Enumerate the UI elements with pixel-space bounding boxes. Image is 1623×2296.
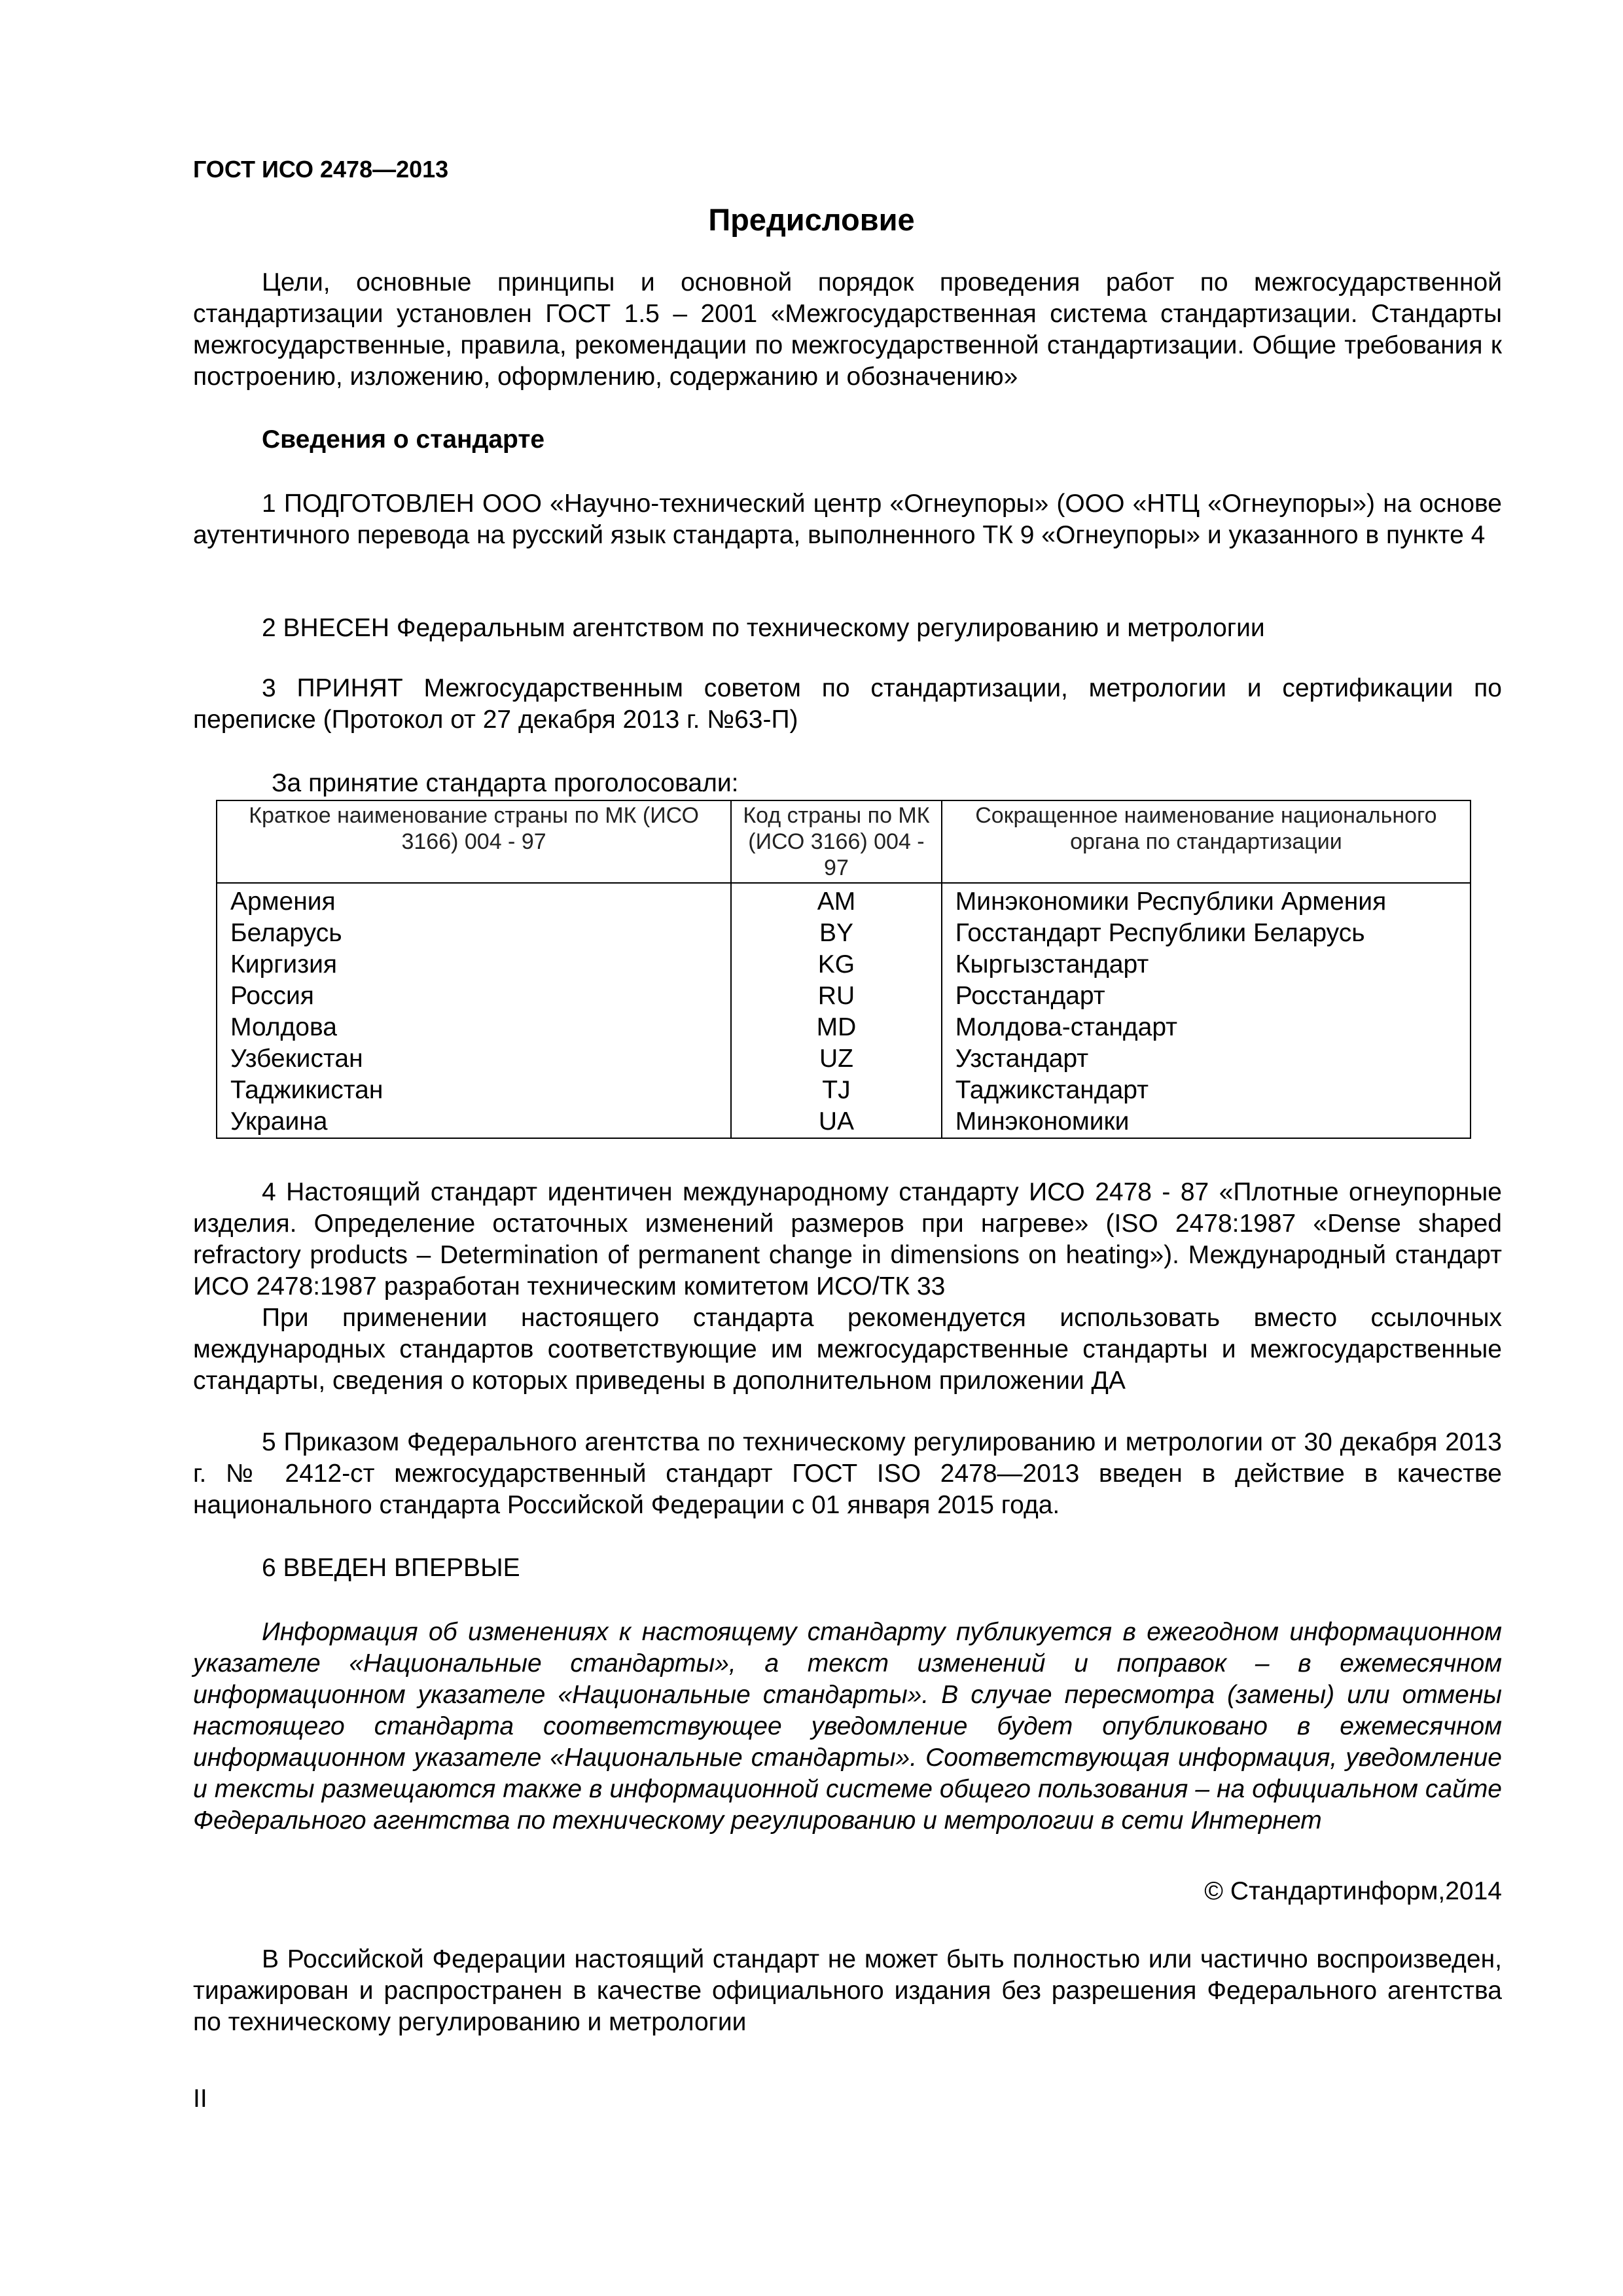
item-4-identity: 4 Настоящий стандарт идентичен международному стандарту ИСО 2478 - 87 «Плотные огнеупорные изделия. Определение остаточных изменений размеров при нагреве» (ISO 2478:1987 «Dense shaped refractory products – Determination of permanent change in dimensions on heating»). Международный стандарт ИСО 2478:1987 разработан техническим комитетом ИСО/ТК 33 <box>193 1178 1502 1300</box>
country-name: Украина <box>217 1106 731 1138</box>
standards-body: Молдова-стандарт <box>942 1012 1471 1043</box>
header-country-name: Краткое наименование страны по МК (ИСО 3166) 004 - 97 <box>217 800 731 883</box>
item-3-adopted: 3 ПРИНЯТ Межгосударственным советом по стандартизации, метрологии и сертификации по переписке (Протокол от 27 декабря 2013 г. №63-П) <box>193 674 1502 734</box>
standards-body: Узстандарт <box>942 1043 1471 1075</box>
country-code: KG <box>731 949 942 980</box>
country-code: AM <box>731 883 942 918</box>
country-name: Молдова <box>217 1012 731 1043</box>
country-name: Киргизия <box>217 949 731 980</box>
country-code: RU <box>731 980 942 1012</box>
standards-body: Госстандарт Республики Беларусь <box>942 918 1471 949</box>
table-row <box>217 1075 1471 1106</box>
country-name: Россия <box>217 980 731 1012</box>
table-row <box>217 883 1471 918</box>
table-row <box>217 949 1471 980</box>
rights-notice: В Российской Федерации настоящий стандарт не может быть полностью или частично воспроизведен, тиражирован и распространен в качестве официального издания без разрешения Федерального агентства по техническому регулированию и метрологии <box>193 1945 1502 2036</box>
intro-paragraph: Цели, основные принципы и основной порядок проведения работ по межгосударственной стандартизации установлен ГОСТ 1.5 – 2001 «Межгосударственная система стандартизации. Стандарты межгосударственные, правила, рекомендации по межгосударственной стандартизации. Общие требования к построению, изложению, оформлению, содержанию и обозначению» <box>193 268 1502 391</box>
standards-body: Минэкономики Республики Армения <box>942 883 1471 918</box>
standards-body: Росстандарт <box>942 980 1471 1012</box>
table-row <box>217 1012 1471 1043</box>
voting-countries-table <box>216 800 1471 1139</box>
changes-notice: Информация об изменениях к настоящему стандарту публикуется в ежегодном информационном указателе «Национальные стандарты», а текст изменений и поправок – в ежемесячном информационном указателе «Национальные стандарты». В случае пересмотра (замены) или отмены настоящего стандарта соответствующее уведомление будет опубликовано в ежемесячном информационном указателе «Национальные стандарты». Соответствующая информация, уведомление и тексты размещаются также в информационной системе общего пользования – на официальном сайте Федерального агентства по техническому регулированию и метрологии в сети Интернет <box>193 1618 1502 1835</box>
standards-body: Таджикстандарт <box>942 1075 1471 1106</box>
item-1-prepared: 1 ПОДГОТОВЛЕН ООО «Научно-технический центр «Огнеупоры» (ООО «НТЦ «Огнеупоры») на основе аутентичного перевода на русский язык стандарта, выполненного ТК 9 «Огнеупоры» и указанного в пункте 4 <box>193 490 1502 549</box>
header-country-code: Код страны по МК (ИСО 3166) 004 - 97 <box>731 800 942 883</box>
country-code: BY <box>731 918 942 949</box>
country-code: UA <box>731 1106 942 1138</box>
item-5-order: 5 Приказом Федерального агентства по техническому регулированию и метрологии от 30 декабря 2013 г. № 2412-ст межгосударственный стандарт ГОСТ ISO 2478—2013 введен в действие в качестве национального стандарта Российской Федерации с 01 января 2015 года. <box>193 1428 1502 1519</box>
item-6-introduced: 6 ВВЕДЕН ВПЕРВЫЕ <box>262 1554 520 1582</box>
table-row <box>217 918 1471 949</box>
country-code: UZ <box>731 1043 942 1075</box>
standard-code-header: ГОСТ ИСО 2478—2013 <box>193 156 449 183</box>
info-heading: Сведения о стандарте <box>262 425 545 454</box>
country-code: TJ <box>731 1075 942 1106</box>
table-header-row <box>217 800 1471 883</box>
page-number: II <box>193 2085 207 2113</box>
table-row <box>217 980 1471 1012</box>
item-2-submitted: 2 ВНЕСЕН Федеральным агентством по техническому регулированию и метрологии <box>262 614 1265 642</box>
country-name: Беларусь <box>217 918 731 949</box>
copyright-line: © Стандартинформ,2014 <box>1204 1877 1502 1905</box>
header-standards-body: Сокращенное наименование национального органа по стандартизации <box>942 800 1471 883</box>
country-code: MD <box>731 1012 942 1043</box>
standards-body: Минэкономики <box>942 1106 1471 1138</box>
table-row <box>217 1043 1471 1075</box>
page-title: Предисловие <box>708 202 915 237</box>
standards-body: Кыргызстандарт <box>942 949 1471 980</box>
country-name: Армения <box>217 883 731 918</box>
table-row <box>217 1106 1471 1138</box>
country-name: Узбекистан <box>217 1043 731 1075</box>
item-4-note: При применении настоящего стандарта рекомендуется использовать вместо ссылочных международных стандартов соответствующие им межгосударственные стандарты и межгосударственные стандарты, сведения о которых приведены в дополнительном приложении ДА <box>193 1304 1502 1395</box>
table-caption: За принятие стандарта проголосовали: <box>272 769 739 797</box>
country-name: Таджикистан <box>217 1075 731 1106</box>
